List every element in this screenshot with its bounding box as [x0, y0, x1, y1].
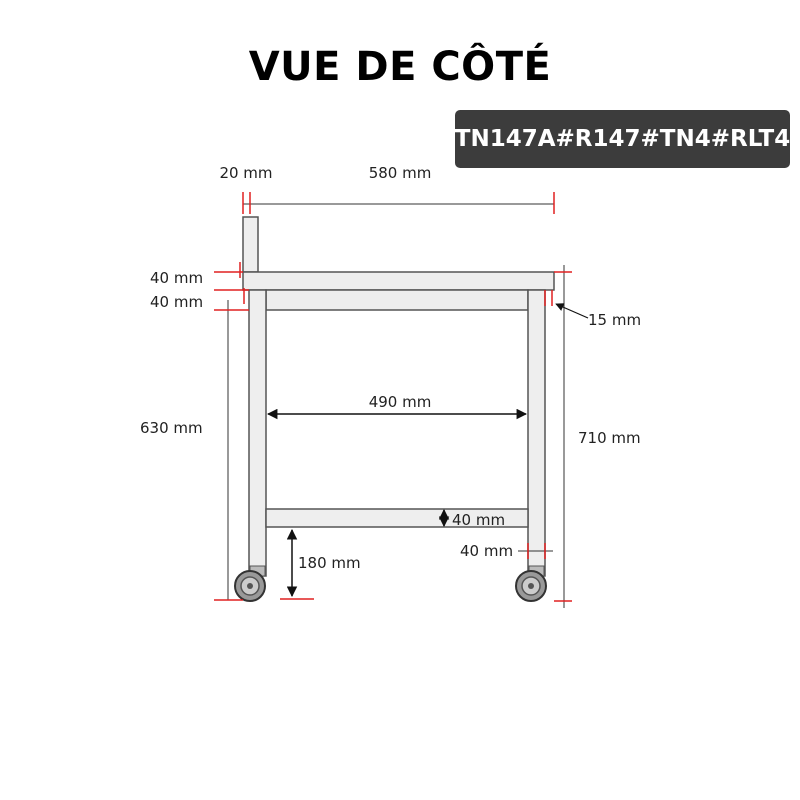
worktop [243, 272, 554, 290]
product-reference-badge: TN147A#R147#TN4#RLT4 [455, 110, 790, 168]
top-dimension-lines [243, 192, 554, 214]
dim-shelf-clearance: 180 mm [298, 554, 361, 572]
dim-leg-width: 40 mm [460, 542, 514, 560]
left-dimension-lines [214, 262, 249, 600]
dim-leg-height: 630 mm [140, 419, 203, 437]
right-leg [528, 290, 545, 576]
dim-top-depth: 580 mm [368, 164, 432, 182]
backsplash [243, 217, 258, 272]
dim-backsplash-height: 40 mm [150, 269, 204, 287]
dim-top-overhang: 15 mm [588, 311, 642, 329]
page-title: VUE DE CÔTÉ [248, 44, 552, 90]
dim-inner-width: 490 mm [368, 393, 432, 411]
dim-top-rail-height: 40 mm [150, 293, 204, 311]
left-caster [235, 566, 265, 601]
left-leg [249, 290, 266, 576]
right-caster [516, 566, 546, 601]
dim-backsplash-thickness: 20 mm [219, 164, 273, 182]
dim-total-height: 710 mm [578, 429, 641, 447]
top-rail [266, 290, 528, 310]
dim-shelf-thickness: 40 mm [452, 511, 506, 529]
